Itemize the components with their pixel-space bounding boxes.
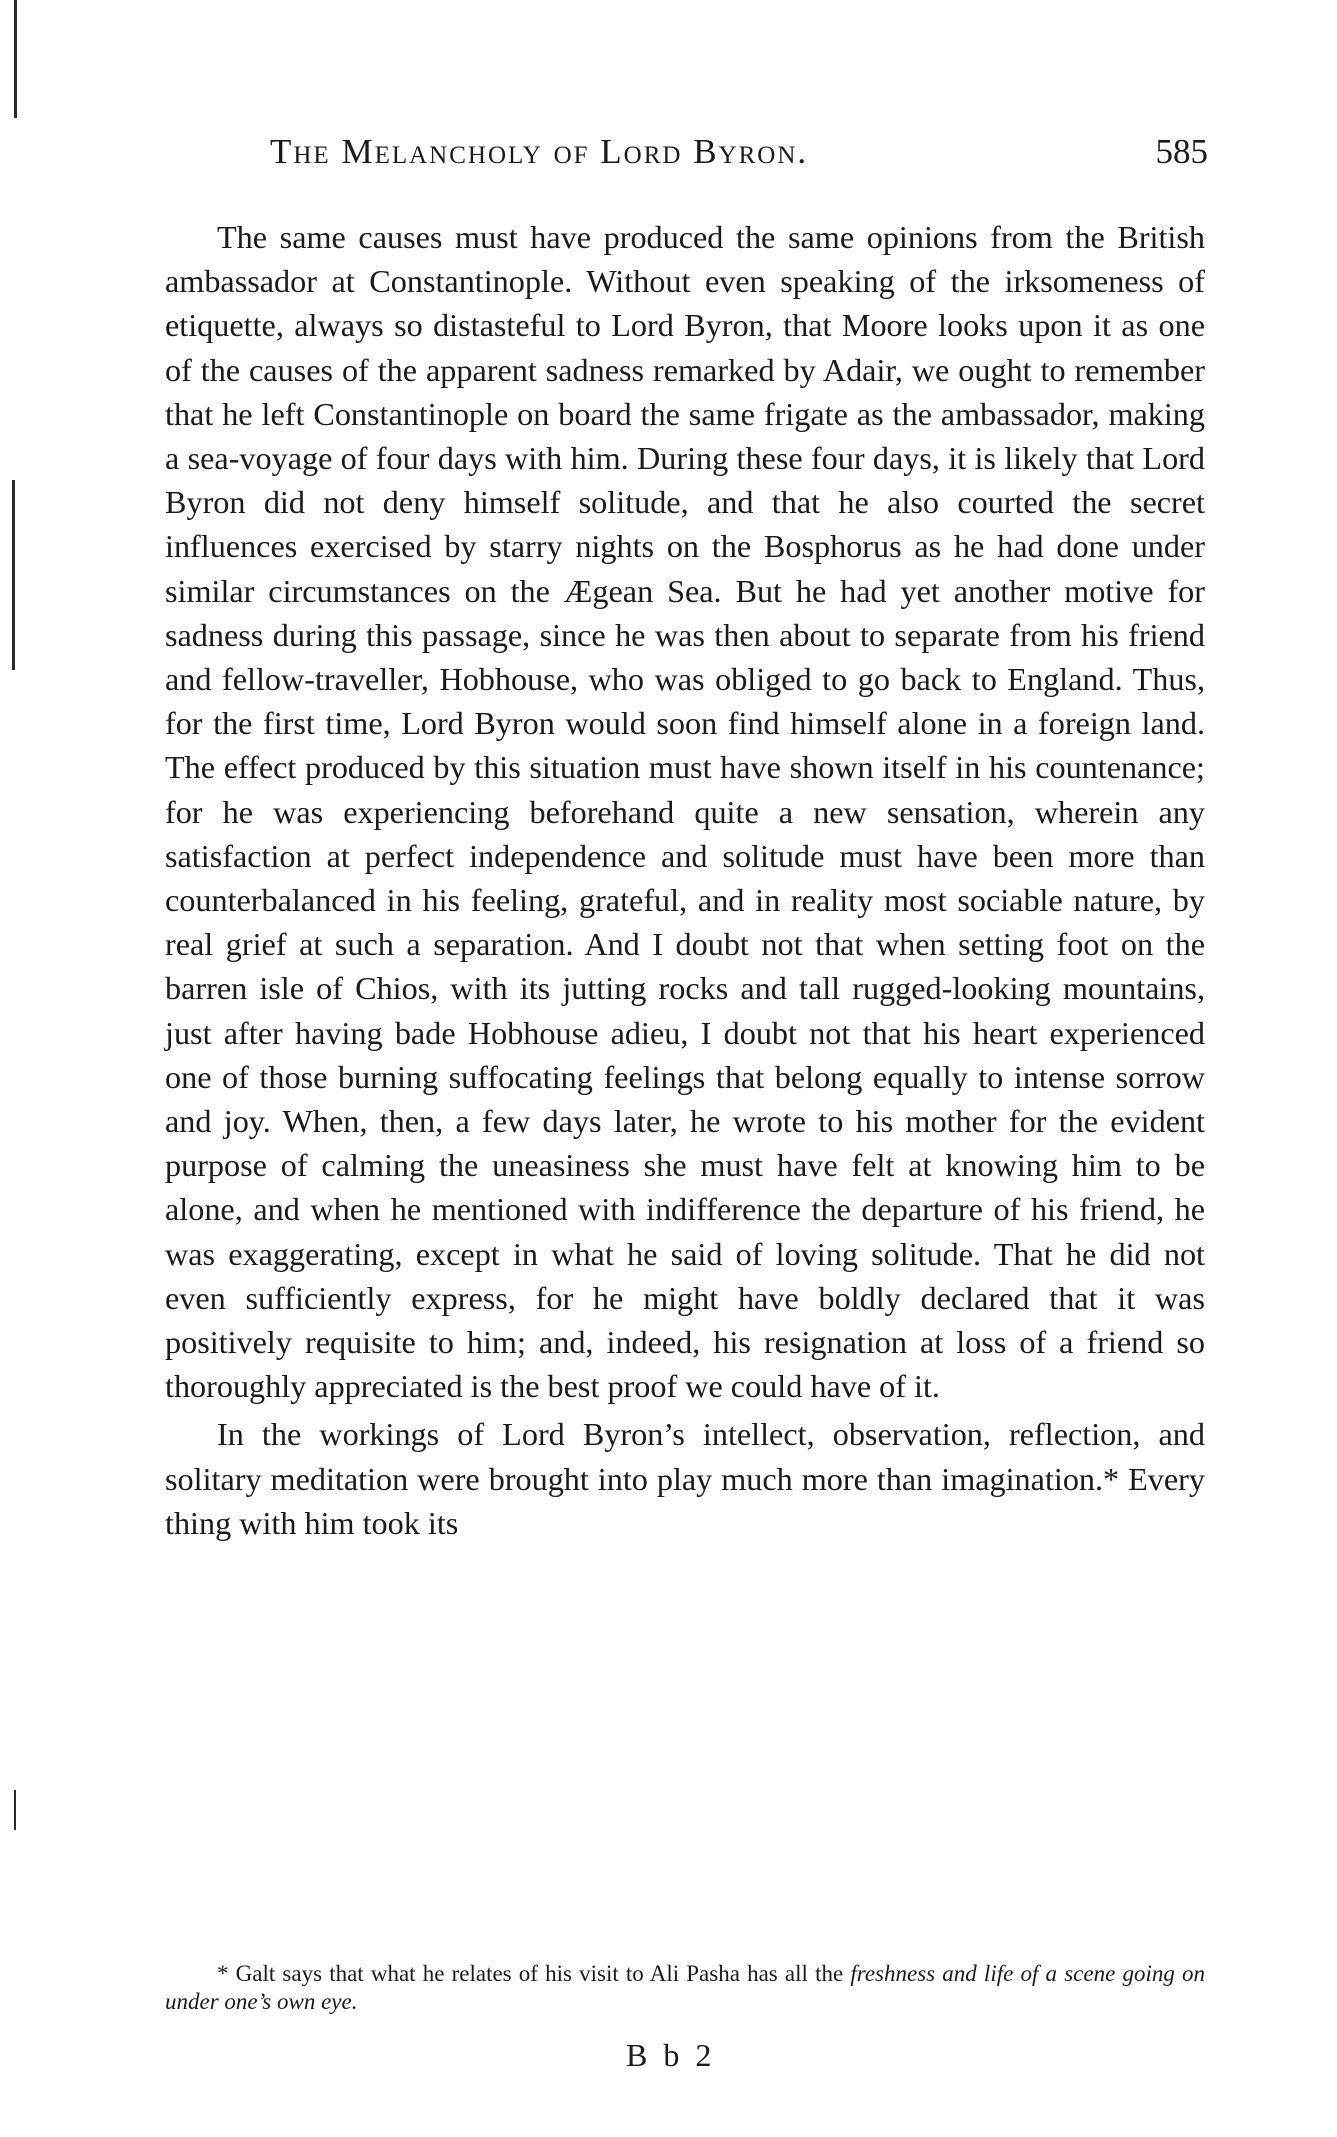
running-title: The Melancholy of Lord Byron. [270,132,809,171]
footnote-lead: * Galt says that what he relates of his visit to Ali Pasha has all the [217,1961,851,1986]
footnote [165,1960,1205,2016]
paragraph: In the workings of Lord Byron’s intellect, observation, reflection, and solitary meditation were brought into play much more than imagination.* Every thing with him took its [165,1416,1205,1541]
page-header [228,132,1208,182]
page-number: 585 [1155,132,1208,171]
body-text [165,215,1205,1545]
margin-rule-middle-left [12,480,15,670]
margin-rule-lower-left [14,1790,16,1830]
signature-mark: B b 2 [626,2037,716,2073]
footnote-emphasis: freshness and life of a scene going on under one’s own eye. [165,1961,1206,2014]
margin-rule-top-left [14,0,17,118]
paragraph: The same causes must have produced the same opinions from the British ambassador at Constantinople. Without even speaking of the irksomeness of etiquette, always so distasteful to Lord Byron, that Moore looks upon it as one of the causes of the apparent sadness remarked by Adair, we ought to remember that he left Constantinople on board the same frigate as the ambassador, making a sea-voyage of four days with him. During these four days, it is likely that Lord Byron did not deny himself solitude, and that he also courted the secret influences exercised by starry nights on the Bosphorus as he had done under similar circumstances on the Ægean Sea. But he had yet another motive for sadness during this passage, since he was then about to separate from his friend and fellow-traveller, Hobhouse, who was obliged to go back to England. Thus, for the first time, Lord Byron would soon find himself alone in a foreign land. The effect produced by this situation must have shown itself in his countenance; for he was experiencing beforehand quite a new sensation, wherein any satisfaction at perfect independence and solitude must have been more than counterbalanced in his feeling, grateful, and in reality most sociable nature, by real grief at such a separation. And I doubt not that when setting foot on the barren isle of Chios, with its jutting rocks and tall rugged-looking mountains, just after having bade Hobhouse adieu, I doubt not that his heart experienced one of those burning suffocating feelings that belong equally to intense sorrow and joy. When, then, a few days later, he wrote to his mother for the evident purpose of calming the uneasiness she must have felt at knowing him to be alone, and when he mentioned with indifference the departure of his friend, he was exaggerating, except in what he said of loving solitude. That he did not even sufficiently express, for he might have boldly declared that it was positively requisite to him; and, indeed, his resignation at loss of a friend so thoroughly appreciated is the best proof we could have of it. [165,219,1205,1405]
